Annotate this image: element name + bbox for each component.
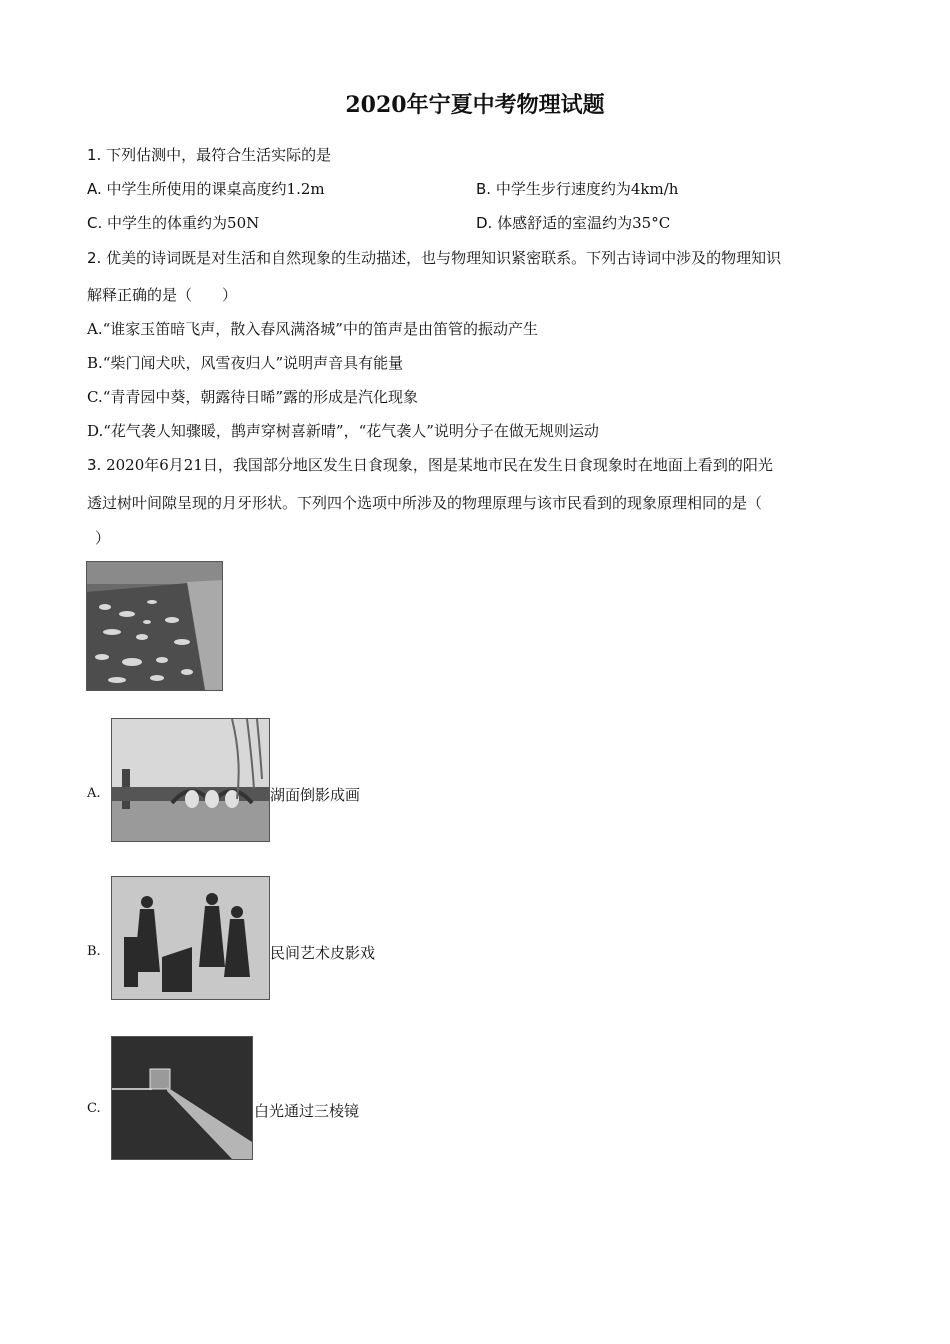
question-2-stem-cont: 解释正确的是（ ） xyxy=(87,286,238,304)
page-title: 2020年宁夏中考物理试题 xyxy=(345,92,605,118)
q2-option-a: A.“谁家玉笛暗飞声，散入春风满洛城”中的笛声是由笛管的振动产生 xyxy=(87,320,538,338)
q1-option-c: C. 中学生的体重约为50N xyxy=(87,214,260,232)
q1-option-d: D. 体感舒适的室温约为35°C xyxy=(476,214,671,232)
solar-eclipse-light-spots-photo xyxy=(86,561,223,691)
question-number: 1. xyxy=(87,146,102,164)
question-3-stem-close: ） xyxy=(95,529,111,547)
q1-option-b: B. 中学生步行速度约为4km/h xyxy=(476,180,679,198)
question-2-stem: 2. 优美的诗词既是对生活和自然现象的生动描述，也与物理知识紧密联系。下列古诗词中涉及的物理知识 xyxy=(87,249,782,267)
q3-option-c-caption: 白光通过三棱镜 xyxy=(254,1102,360,1120)
question-text: 下列估测中，最符合生活实际的是 xyxy=(106,146,332,164)
q3-option-a-caption: 湖面倒影成画 xyxy=(270,786,361,804)
q3-option-a-label: A. xyxy=(87,786,101,801)
question-1-stem xyxy=(87,145,331,165)
lake-reflection-photo xyxy=(111,718,270,842)
q3-option-b-caption: 民间艺术皮影戏 xyxy=(270,944,376,962)
prism-dispersion-photo xyxy=(111,1036,253,1160)
q3-option-b-label: B. xyxy=(87,944,101,959)
q1-option-a: A. 中学生所使用的课桌高度约1.2m xyxy=(87,180,325,198)
q3-option-c-label: C. xyxy=(87,1101,101,1116)
q2-option-b: B.“柴门闻犬吠，风雪夜归人”说明声音具有能量 xyxy=(87,354,404,372)
q2-option-d: D.“花气袭人知骤暖，鹊声穿树喜新晴”，“花气袭人”说明分子在做无规则运动 xyxy=(87,422,599,440)
shadow-puppet-photo xyxy=(111,876,270,1000)
q2-option-c: C.“青青园中葵，朝露待日晞”露的形成是汽化现象 xyxy=(87,388,419,406)
question-3-stem-cont: 透过树叶间隙呈现的月牙形状。下列四个选项中所涉及的物理原理与该市民看到的现象原理相同的是（ xyxy=(87,494,763,512)
question-3-stem: 3. 2020年6月21日，我国部分地区发生日食现象，图是某地市民在发生日食现象时在地面上看到的阳光 xyxy=(87,456,773,474)
